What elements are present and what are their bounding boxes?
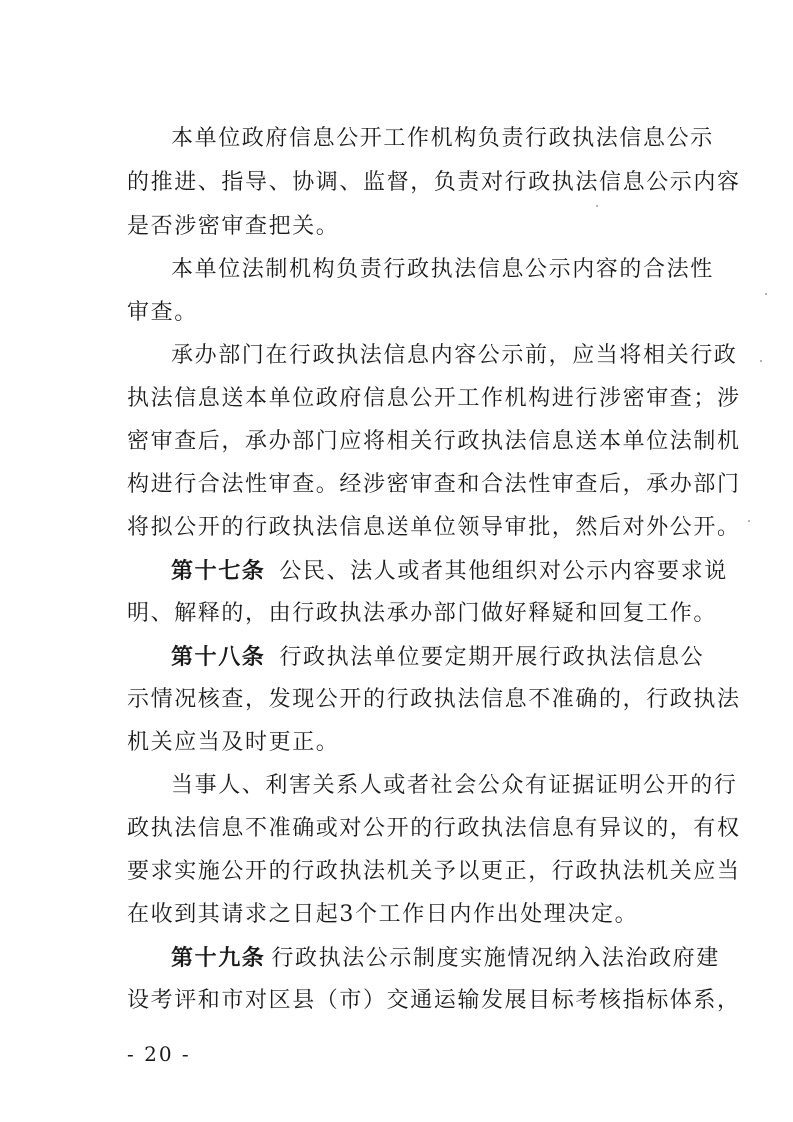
scan-speck <box>765 293 767 295</box>
text-line: 本单位政府信息公开工作机构负责行政执法信息公示 <box>171 126 714 151</box>
text-line: 审查。 <box>127 300 198 325</box>
article-17-line <box>171 556 728 586</box>
text-segment: 公民、法人或者其他组织对公示内容要求说 <box>279 559 728 584</box>
text-segment: 行政执法公示制度实施情况纳入法治政府建 <box>271 946 720 971</box>
text-line: 要求实施公开的行政执法机关予以更正，行政执法机关应当 <box>127 859 741 884</box>
text-line: 构进行合法性审查。经涉密审查和合法性审查后，承办部门 <box>127 472 741 497</box>
text-line: 当事人、利害关系人或者社会公众有证据证明公开的行 <box>171 773 738 798</box>
article-heading: 第十九条 <box>171 945 266 971</box>
text-line: 执法信息送本单位政府信息公开工作机构进行涉密审查；涉 <box>127 386 741 411</box>
scan-speck <box>760 360 762 362</box>
page-number: - 20 - <box>127 1042 191 1066</box>
text-line: 承办部门在行政执法信息内容公示前，应当将相关行政 <box>171 343 738 368</box>
text-line: 设考评和市对区县（市）交通运输发展目标考核指标体系， <box>127 988 741 1013</box>
text-line: 本单位法制机构负责行政执法信息公示内容的合法性 <box>171 257 714 282</box>
article-18-line <box>171 642 705 672</box>
text-segment: 行政执法单位要定期开展行政执法信息公 <box>279 645 705 670</box>
scan-speck <box>596 205 598 207</box>
text-line: 在收到其请求之日起3个工作日内作出处理决定。 <box>127 902 639 927</box>
text-line: 是否涉密审查把关。 <box>127 214 340 239</box>
article-heading: 第十八条 <box>171 644 266 670</box>
article-heading: 第十七条 <box>171 558 266 584</box>
text-line: 政执法信息不准确或对公开的行政执法信息有异议的，有权 <box>127 816 741 841</box>
article-19-line <box>171 943 720 973</box>
text-line: 将拟公开的行政执法信息送单位领导审批，然后对外公开。 <box>127 515 741 540</box>
text-line: 密审查后，承办部门应将相关行政执法信息送本单位法制机 <box>127 429 741 454</box>
text-line: 的推进、指导、协调、监督，负责对行政执法信息公示内容 <box>127 170 741 195</box>
scan-speck <box>748 520 750 522</box>
text-line: 明、解释的，由行政执法承办部门做好释疑和回复工作。 <box>127 601 718 626</box>
text-line: 机关应当及时更正。 <box>127 730 340 755</box>
text-line: 示情况核查，发现公开的行政执法信息不准确的，行政执法 <box>127 687 741 712</box>
